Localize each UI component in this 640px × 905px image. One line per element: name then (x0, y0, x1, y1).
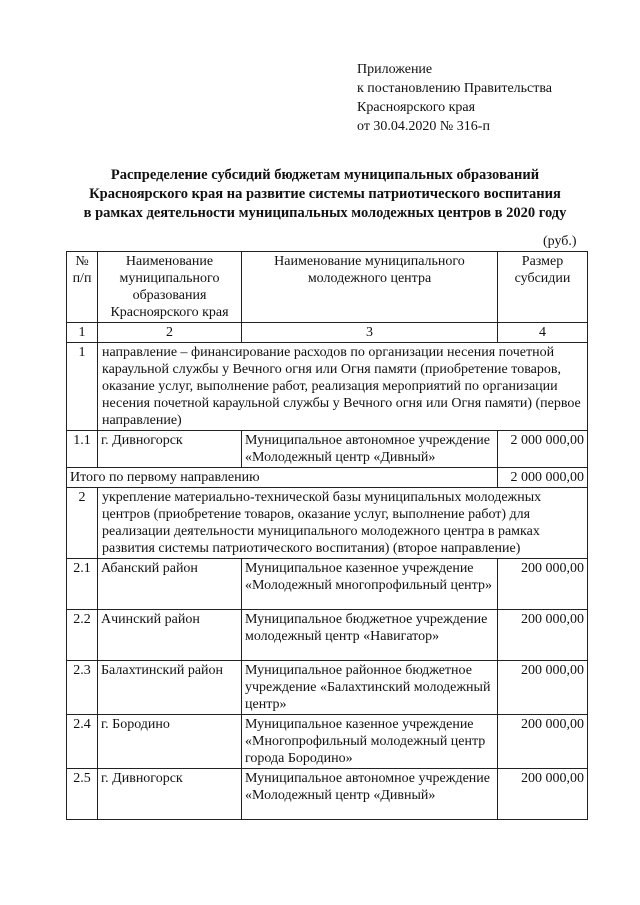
header-num: № п/п (67, 252, 98, 323)
table-row (67, 610, 588, 661)
row-amount: 200 000,00 (498, 769, 588, 820)
title-line: в рамках деятельности муниципальных молодежных центров в 2020 году (83, 205, 567, 221)
column-number: 2 (98, 323, 242, 343)
row-center: Муниципальное автономное учреждение «Молодежный центр «Дивный» (242, 769, 498, 820)
column-number: 3 (242, 323, 498, 343)
row-municipality: г. Дивногорск (98, 431, 242, 468)
column-number: 4 (498, 323, 588, 343)
column-number: 1 (67, 323, 98, 343)
row-num: 2.2 (67, 610, 98, 661)
row-municipality: Абанский район (98, 559, 242, 610)
header-amount: Размер субсидии (498, 252, 588, 323)
row-num: 2.3 (67, 661, 98, 715)
total-label: Итого по первому направлению (67, 468, 498, 488)
annex-block (357, 60, 552, 136)
section-num: 2 (67, 488, 98, 559)
table-row (67, 715, 588, 769)
section-description: укрепление материально-технической базы муниципальных молодежных центров (приобретение товаров, оказание услуг, выполнение работ) для реализации деятельности муниципального молодежного центра в рамках развития системы патриотического воспитания) (второе направление) (98, 488, 588, 559)
row-amount: 2 000 000,00 (498, 431, 588, 468)
table-row (67, 431, 588, 468)
header-center: Наименование муниципального молодежного центра (242, 252, 498, 323)
row-num: 2.4 (67, 715, 98, 769)
row-center: Муниципальное автономное учреждение «Молодежный центр «Дивный» (242, 431, 498, 468)
subsidy-table (66, 251, 588, 820)
row-municipality: Ачинский район (98, 610, 242, 661)
table-row (67, 661, 588, 715)
section-row (67, 488, 588, 559)
row-center: Муниципальное бюджетное учреждение молодежный центр «Навигатор» (242, 610, 498, 661)
row-amount: 200 000,00 (498, 559, 588, 610)
row-municipality: Балахтинский район (98, 661, 242, 715)
row-amount: 200 000,00 (498, 661, 588, 715)
row-center: Муниципальное районное бюджетное учреждение «Балахтинский молодежный центр» (242, 661, 498, 715)
column-number-row (67, 323, 588, 343)
annex-line: Приложение (357, 62, 433, 77)
units-label: (руб.) (543, 234, 577, 249)
section-num: 1 (67, 343, 98, 431)
row-center: Муниципальное казенное учреждение «Многопрофильный молодежный центр города Бородино» (242, 715, 498, 769)
row-center: Муниципальное казенное учреждение «Молодежный многопрофильный центр» (242, 559, 498, 610)
total-row (67, 468, 588, 488)
section-description: направление – финансирование расходов по организации несения почетной караульной службы у Вечного огня или Огня памяти (приобретение товаров, оказание услуг, выполнение работ, реализация мероприятий по организации несения почетной караульной службы у Вечного огня или Огня памяти) (первое направление) (98, 343, 588, 431)
section-row (67, 343, 588, 431)
annex-line: от 30.04.2020 № 316-п (357, 119, 490, 134)
document-title (40, 166, 610, 223)
annex-line: к постановлению Правительства (357, 81, 553, 96)
row-num: 1.1 (67, 431, 98, 468)
header-municipality: Наименование муниципального образования Красноярского края (98, 252, 242, 323)
row-num: 2.1 (67, 559, 98, 610)
title-line: Красноярского края на развитие системы патриотического воспитания (89, 186, 561, 202)
header-row (67, 252, 588, 323)
row-municipality: г. Бородино (98, 715, 242, 769)
row-municipality: г. Дивногорск (98, 769, 242, 820)
table-row (67, 769, 588, 820)
title-line: Распределение субсидий бюджетам муниципальных образований (110, 167, 540, 183)
table-row (67, 559, 588, 610)
row-num: 2.5 (67, 769, 98, 820)
row-amount: 200 000,00 (498, 610, 588, 661)
annex-line: Красноярского края (357, 100, 476, 115)
row-amount: 200 000,00 (498, 715, 588, 769)
total-amount: 2 000 000,00 (498, 468, 588, 488)
